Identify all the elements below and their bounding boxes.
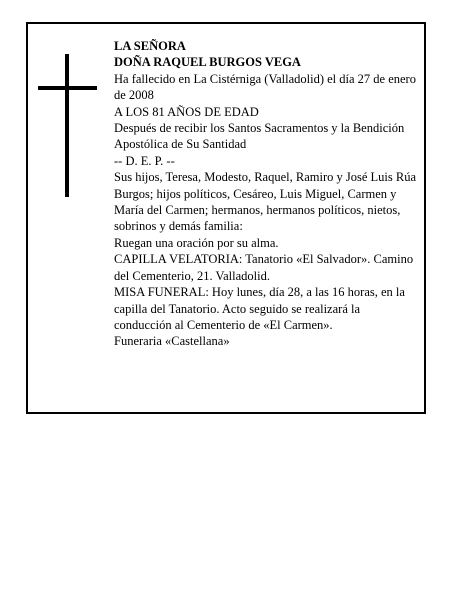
family-list: Sus hijos, Teresa, Modesto, Raquel, Ramiro y José Luis Rúa Burgos; hijos políticos, Cesáreo, Luis Miguel, Carmen y María del Carmen; hermanos, hermanos políticos, nietos, sobrinos y demás familia: xyxy=(114,170,416,234)
prayer-request: Ruegan una oración por su alma. xyxy=(114,235,279,250)
notice-title: LA SEÑORA xyxy=(114,39,186,53)
cross-icon-crossbar xyxy=(38,86,97,90)
sacraments-line: Después de recibir los Santos Sacramentos y la Bendición Apostólica de Su Santidad xyxy=(114,121,405,152)
chapel-info: CAPILLA VELATORIA: Tanatorio «El Salvador». Camino del Cementerio, 21. Valladolid. xyxy=(114,252,414,283)
rip-line: -- D. E. P. -- xyxy=(114,153,175,168)
funeral-home: Funeraria «Castellana» xyxy=(114,334,230,349)
funeral-mass-info: MISA FUNERAL: Hoy lunes, día 28, a las 16 horas, en la capilla del Tanatorio. Acto seguido se realizará la conducción al Cementerio de «El Carmen». xyxy=(114,285,405,332)
death-info: Ha fallecido en La Cistérniga (Valladolid) el día 27 de enero de 2008 xyxy=(114,71,416,103)
obituary-notice-text xyxy=(114,38,420,350)
cross-icon xyxy=(65,54,69,197)
deceased-name: DOÑA RAQUEL BURGOS VEGA xyxy=(114,55,301,70)
age-line: A LOS 81 AÑOS DE EDAD xyxy=(114,104,259,119)
